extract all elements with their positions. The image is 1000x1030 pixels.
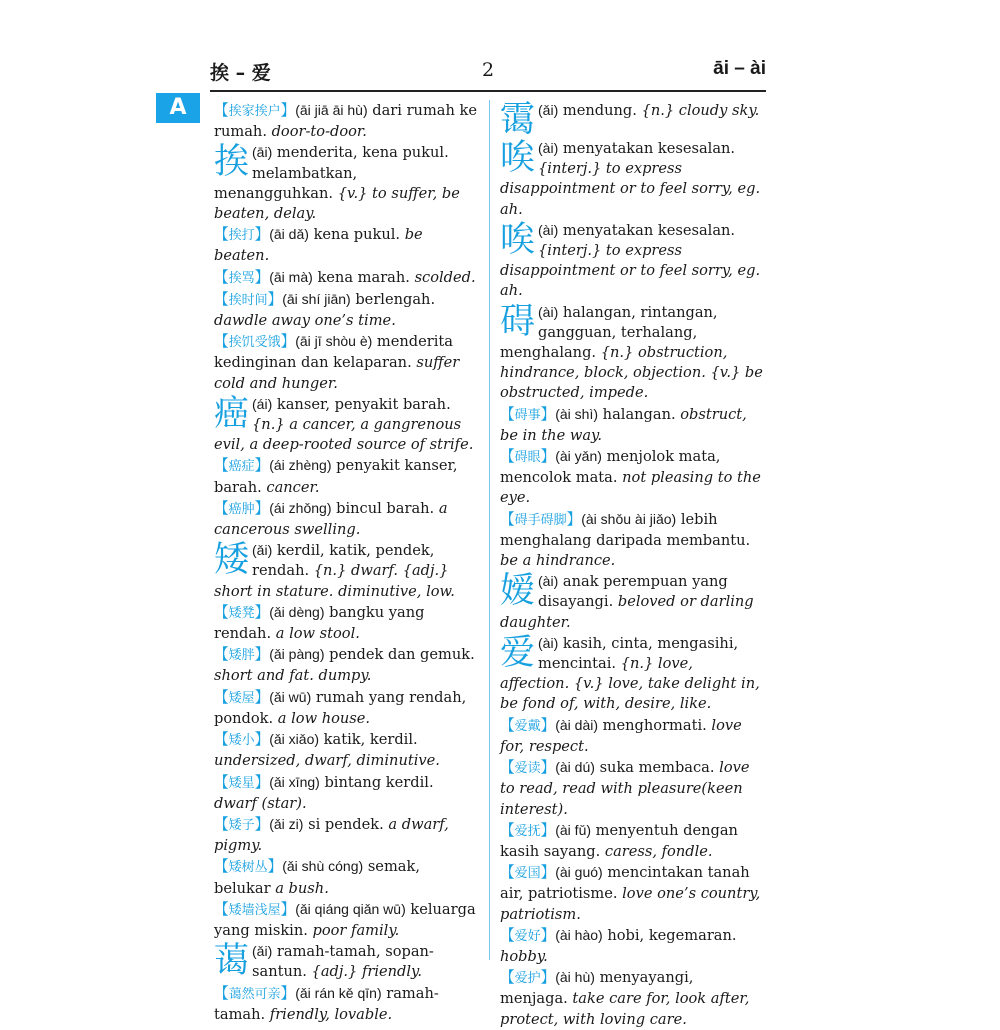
compound-word: 癌症 <box>228 459 255 475</box>
open-bracket: 【 <box>214 984 229 1002</box>
malay-definition: kena marah. <box>317 268 410 286</box>
open-bracket: 【 <box>214 858 229 876</box>
compound-word: 矮树丛 <box>228 860 268 876</box>
headword-character: 挨 <box>214 142 250 183</box>
english-definition: {v.} to suffer, be beaten, delay. <box>214 184 460 223</box>
compound-word: 矮墙浅屋 <box>228 902 281 918</box>
open-bracket: 【 <box>214 226 229 244</box>
close-bracket: 】 <box>254 815 270 833</box>
malay-definition: ramah-tamah, sopan-santun. <box>252 943 434 981</box>
close-bracket: 】 <box>254 646 270 664</box>
compound-entry <box>214 899 479 941</box>
close-bracket: 】 <box>254 499 270 517</box>
pinyin: (ài) <box>538 140 559 156</box>
malay-definition: suka membaca. <box>599 759 715 777</box>
malay-definition: hobi, kegemaran. <box>607 926 737 944</box>
open-bracket: 【 <box>500 448 515 466</box>
running-header <box>210 58 766 92</box>
close-bracket: 】 <box>280 333 296 351</box>
right-column <box>500 100 765 1030</box>
headword-character: 爱 <box>500 632 536 673</box>
english-definition: {n.} a cancer, a gangrenous evil, a deep-rooted source of strife. <box>214 416 474 454</box>
malay-definition: menyentuh dengan kasih sayang. <box>500 821 738 860</box>
headword-entry <box>500 220 765 302</box>
malay-definition: halangan. <box>602 405 676 423</box>
close-bracket: 】 <box>254 773 270 791</box>
english-definition: love for, respect. <box>500 716 742 755</box>
pinyin: (ǎi) <box>538 102 559 118</box>
malay-definition: menghormati. <box>602 716 707 734</box>
pinyin: (ài) <box>538 221 559 238</box>
compound-entry <box>214 772 479 814</box>
headword-character: 嫒 <box>500 571 536 612</box>
compound-word: 爱戴 <box>514 718 541 734</box>
open-bracket: 【 <box>500 759 515 777</box>
english-definition: cancer. <box>266 478 320 496</box>
close-bracket: 】 <box>254 731 270 749</box>
malay-definition: pendek dan gemuk. <box>329 646 475 664</box>
close-bracket: 】 <box>540 759 556 777</box>
compound-word: 挨饥受饿 <box>228 335 281 351</box>
english-definition: suffer cold and hunger. <box>214 354 460 392</box>
left-column <box>214 100 479 1025</box>
pinyin: (āi jī shòu è) <box>295 333 373 350</box>
header-guide-words: 挨 – 爱 <box>210 62 271 84</box>
close-bracket: 】 <box>540 716 556 734</box>
headword-entry <box>214 142 479 224</box>
english-definition: poor family. <box>312 921 400 939</box>
open-bracket: 【 <box>214 268 229 286</box>
malay-definition: keluarga yang miskin. <box>214 900 476 939</box>
compound-word: 矮凳 <box>228 605 255 621</box>
headword-character: 碍 <box>500 301 536 342</box>
english-definition: love to read, read with pleasure(keen interest). <box>500 759 750 818</box>
headword-character: 唉 <box>500 219 536 260</box>
pinyin: (ǎi) <box>252 542 273 559</box>
compound-entry <box>500 509 765 572</box>
open-bracket: 【 <box>500 405 515 423</box>
english-definition: beloved or darling daughter. <box>500 593 754 631</box>
headword-entry <box>214 394 479 456</box>
english-definition: a bush. <box>275 879 329 897</box>
compound-entry <box>214 729 479 771</box>
english-definition: caress, fondle. <box>604 842 713 860</box>
close-bracket: 】 <box>267 858 283 876</box>
compound-word: 矮子 <box>228 817 255 833</box>
headword-character: 唉 <box>500 138 536 178</box>
pinyin: (ǎi shù cóng) <box>282 858 364 875</box>
compound-word: 挨时间 <box>228 292 268 308</box>
malay-definition: katik, kerdil. <box>323 731 418 749</box>
close-bracket: 】 <box>566 510 582 528</box>
english-definition: be beaten. <box>214 226 423 265</box>
compound-word: 蔼然可亲 <box>228 986 281 1002</box>
close-bracket: 】 <box>254 457 270 475</box>
open-bracket: 【 <box>214 499 229 517</box>
close-bracket: 】 <box>254 226 270 244</box>
headword-entry <box>214 540 479 602</box>
headword-character: 矮 <box>214 540 250 581</box>
malay-definition: dari rumah ke rumah. <box>214 102 478 141</box>
malay-definition: bangku yang rendah. <box>214 603 425 643</box>
malay-definition: rumah yang rendah, pondok. <box>214 688 467 727</box>
compound-word: 爱国 <box>514 866 541 882</box>
open-bracket: 【 <box>214 773 229 791</box>
compound-word: 矮胖 <box>228 648 255 664</box>
compound-entry <box>500 404 765 446</box>
compound-word: 碍眼 <box>514 450 541 466</box>
open-bracket: 【 <box>214 731 229 749</box>
close-bracket: 】 <box>254 268 270 286</box>
pinyin: (ǎi zi) <box>269 815 304 832</box>
compound-entry <box>214 814 479 856</box>
pinyin: (ǎi) <box>252 943 273 960</box>
header-rule <box>210 90 766 92</box>
pinyin: (ǎi xiǎo) <box>269 731 320 748</box>
headword-entry <box>214 941 479 982</box>
english-definition: a dwarf, pigmy. <box>214 815 449 855</box>
compound-entry <box>214 267 479 289</box>
close-bracket: 】 <box>540 864 556 882</box>
pinyin: (ài shǒu ài jiǎo) <box>581 510 677 527</box>
compound-word: 挨家挨户 <box>228 104 281 119</box>
open-bracket: 【 <box>214 900 229 918</box>
english-definition: hobby. <box>500 947 548 965</box>
pinyin: (ài) <box>538 303 559 320</box>
english-definition: undersized, dwarf, diminutive. <box>214 752 440 770</box>
malay-definition: menderita kedinginan dan kelaparan. <box>214 333 453 372</box>
pinyin: (ǎi qiáng qiǎn wū) <box>295 900 406 917</box>
compound-entry <box>500 967 765 1030</box>
english-definition: {interj.} to express disappointment or to feel sorry, eg. ah. <box>500 160 761 218</box>
compound-word: 爱抚 <box>514 823 541 839</box>
malay-definition: penyakit kanser, barah. <box>214 457 458 496</box>
malay-definition: bintang kerdil. <box>324 773 434 791</box>
english-definition: {n.} obstruction, hindrance, block, objection. {v.} be obstructed, impede. <box>500 344 763 402</box>
pinyin: (ài dài) <box>555 716 599 733</box>
compound-entry <box>500 925 765 967</box>
close-bracket: 】 <box>254 688 270 706</box>
compound-word: 挨骂 <box>228 270 255 286</box>
pinyin: (ài) <box>538 573 559 590</box>
close-bracket: 】 <box>254 603 270 621</box>
headword-character: 癌 <box>214 393 250 434</box>
close-bracket: 】 <box>540 926 556 944</box>
close-bracket: 】 <box>540 821 556 839</box>
open-bracket: 【 <box>214 102 229 119</box>
pinyin: (āi jiā āi hù) <box>295 102 368 118</box>
malay-definition: kena pukul. <box>313 226 401 244</box>
compound-word: 矮屋 <box>228 690 255 706</box>
pinyin: (ái zhǒng) <box>269 499 332 516</box>
pinyin: (ài yǎn) <box>555 448 602 465</box>
page-number: 2 <box>481 59 495 81</box>
compound-entry <box>214 331 479 394</box>
close-bracket: 】 <box>540 405 556 423</box>
compound-entry <box>500 757 765 820</box>
english-definition: a cancerous swelling. <box>214 499 448 539</box>
english-definition: {interj.} to express disappointment or to feel sorry, eg. ah. <box>500 242 761 300</box>
malay-definition: kanser, penyakit barah. <box>276 395 451 413</box>
compound-entry <box>214 289 479 331</box>
open-bracket: 【 <box>500 969 515 987</box>
pinyin: (ài) <box>538 634 559 651</box>
compound-entry <box>214 856 479 898</box>
close-bracket: 】 <box>280 900 296 918</box>
malay-definition: menyatakan kesesalan. <box>562 140 736 157</box>
compound-word: 癌肿 <box>228 501 255 517</box>
english-definition: take care for, look after, protect, with loving care. <box>500 990 750 1028</box>
compound-word: 碍手碍脚 <box>514 512 567 528</box>
compound-entry <box>500 446 765 509</box>
compound-entry <box>500 715 765 757</box>
english-definition: door-to-door. <box>271 123 367 141</box>
open-bracket: 【 <box>214 333 229 351</box>
english-definition: a low stool. <box>275 625 360 643</box>
open-bracket: 【 <box>500 821 515 839</box>
compound-word: 矮小 <box>228 733 255 749</box>
pinyin: (āi) <box>252 144 273 161</box>
pinyin: (ǎi rán kě qīn) <box>295 984 382 1001</box>
open-bracket: 【 <box>500 510 515 528</box>
open-bracket: 【 <box>214 603 229 621</box>
open-bracket: 【 <box>214 688 229 706</box>
english-definition: obstruct, be in the way. <box>500 405 747 444</box>
headword-entry <box>500 571 765 633</box>
headword-entry <box>500 100 765 138</box>
section-tab[interactable]: A <box>156 93 200 123</box>
english-definition: dwarf (star). <box>214 794 307 812</box>
pinyin: (ài shì) <box>555 405 599 422</box>
pinyin: (ǎi wū) <box>269 688 312 705</box>
english-definition: a low house. <box>277 709 371 727</box>
pinyin: (āi shí jiān) <box>282 290 351 307</box>
malay-definition: ramah-tamah. <box>214 984 439 1023</box>
malay-definition: kasih, cinta, mengasihi, mencintai. <box>538 634 739 673</box>
compound-word: 碍事 <box>514 407 541 423</box>
pinyin: (āi dǎ) <box>269 226 309 243</box>
open-bracket: 【 <box>500 864 515 882</box>
compound-word: 挨打 <box>228 228 255 244</box>
compound-word: 爱读 <box>514 761 541 777</box>
compound-entry <box>214 687 479 729</box>
column-divider <box>489 100 490 960</box>
english-definition: be a hindrance. <box>500 552 616 570</box>
open-bracket: 【 <box>214 815 229 833</box>
compound-entry <box>214 224 479 266</box>
compound-word: 爱护 <box>514 971 541 987</box>
compound-entry <box>500 820 765 862</box>
pinyin: (ài fǔ) <box>555 821 592 838</box>
pinyin: (ǎi dèng) <box>269 603 325 620</box>
malay-definition: bincul barah. <box>336 499 435 517</box>
headword-entry <box>500 138 765 220</box>
english-definition: {adj.} friendly. <box>311 963 422 981</box>
compound-entry <box>214 100 479 142</box>
english-definition: dawdle away one’s time. <box>214 312 396 330</box>
headword-character: 蔼 <box>214 941 250 982</box>
malay-definition: menderita, kena pukul. melambatkan, menangguhkan. <box>214 144 449 202</box>
english-definition: {n.} cloudy sky. <box>641 102 760 119</box>
malay-definition: mendung. <box>562 102 637 119</box>
malay-definition: mencintakan tanah air, patriotisme. <box>500 864 750 903</box>
pinyin: (ài guó) <box>555 864 603 881</box>
english-definition: short and fat. dumpy. <box>214 667 372 685</box>
english-definition: {n.} love, affection. {v.} love, take delight in, be fond of, with, desire, like. <box>500 655 760 713</box>
compound-entry <box>214 455 479 497</box>
open-bracket: 【 <box>214 457 229 475</box>
pinyin: (ài hào) <box>555 926 603 943</box>
close-bracket: 】 <box>280 984 296 1002</box>
pinyin: (ài dú) <box>555 759 595 776</box>
open-bracket: 【 <box>214 290 229 308</box>
compound-word: 爱好 <box>514 928 541 944</box>
malay-definition: menyayangi, menjaga. <box>500 969 694 1008</box>
headword-entry <box>500 302 765 404</box>
english-definition: love one’s country, patriotism. <box>500 885 761 923</box>
pinyin: (ái) <box>252 395 273 412</box>
close-bracket: 】 <box>280 102 296 119</box>
malay-definition: lebih menghalang daripada membantu. <box>500 510 751 549</box>
pinyin: (ái zhèng) <box>269 457 332 474</box>
pinyin: (ǎi xīng) <box>269 773 320 790</box>
open-bracket: 【 <box>500 926 515 944</box>
compound-entry <box>500 862 765 925</box>
malay-definition: menjolok mata, mencolok mata. <box>500 448 721 487</box>
malay-definition: berlengah. <box>355 290 436 308</box>
malay-definition: halangan, rintangan, gangguan, terhalang, menghalang. <box>500 303 718 362</box>
close-bracket: 】 <box>540 448 556 466</box>
header-pinyin-range: āi – ài <box>713 58 766 79</box>
english-definition: not pleasing to the eye. <box>500 469 761 507</box>
pinyin: (ǎi pàng) <box>269 646 325 663</box>
close-bracket: 】 <box>267 290 283 308</box>
malay-definition: anak perempuan yang disayangi. <box>538 573 728 611</box>
headword-character: 霭 <box>500 100 536 140</box>
english-definition: {n.} dwarf. {adj.} short in stature. diminutive, low. <box>214 562 455 600</box>
malay-definition: semak, belukar <box>214 858 420 897</box>
english-definition: friendly, lovable. <box>269 1005 393 1023</box>
open-bracket: 【 <box>500 716 515 734</box>
compound-entry <box>214 602 479 644</box>
headword-entry <box>500 633 765 715</box>
malay-definition: kerdil, katik, pendek, rendah. <box>252 542 435 580</box>
compound-word: 矮星 <box>228 775 255 791</box>
pinyin: (āi mà) <box>269 268 313 285</box>
compound-entry <box>214 644 479 686</box>
english-definition: scolded. <box>414 268 476 286</box>
pinyin: (ài hù) <box>555 969 595 986</box>
open-bracket: 【 <box>214 646 229 664</box>
close-bracket: 】 <box>540 969 556 987</box>
malay-definition: si pendek. <box>308 815 384 833</box>
compound-entry <box>214 498 479 540</box>
malay-definition: menyatakan kesesalan. <box>562 221 736 239</box>
compound-entry <box>214 983 479 1025</box>
